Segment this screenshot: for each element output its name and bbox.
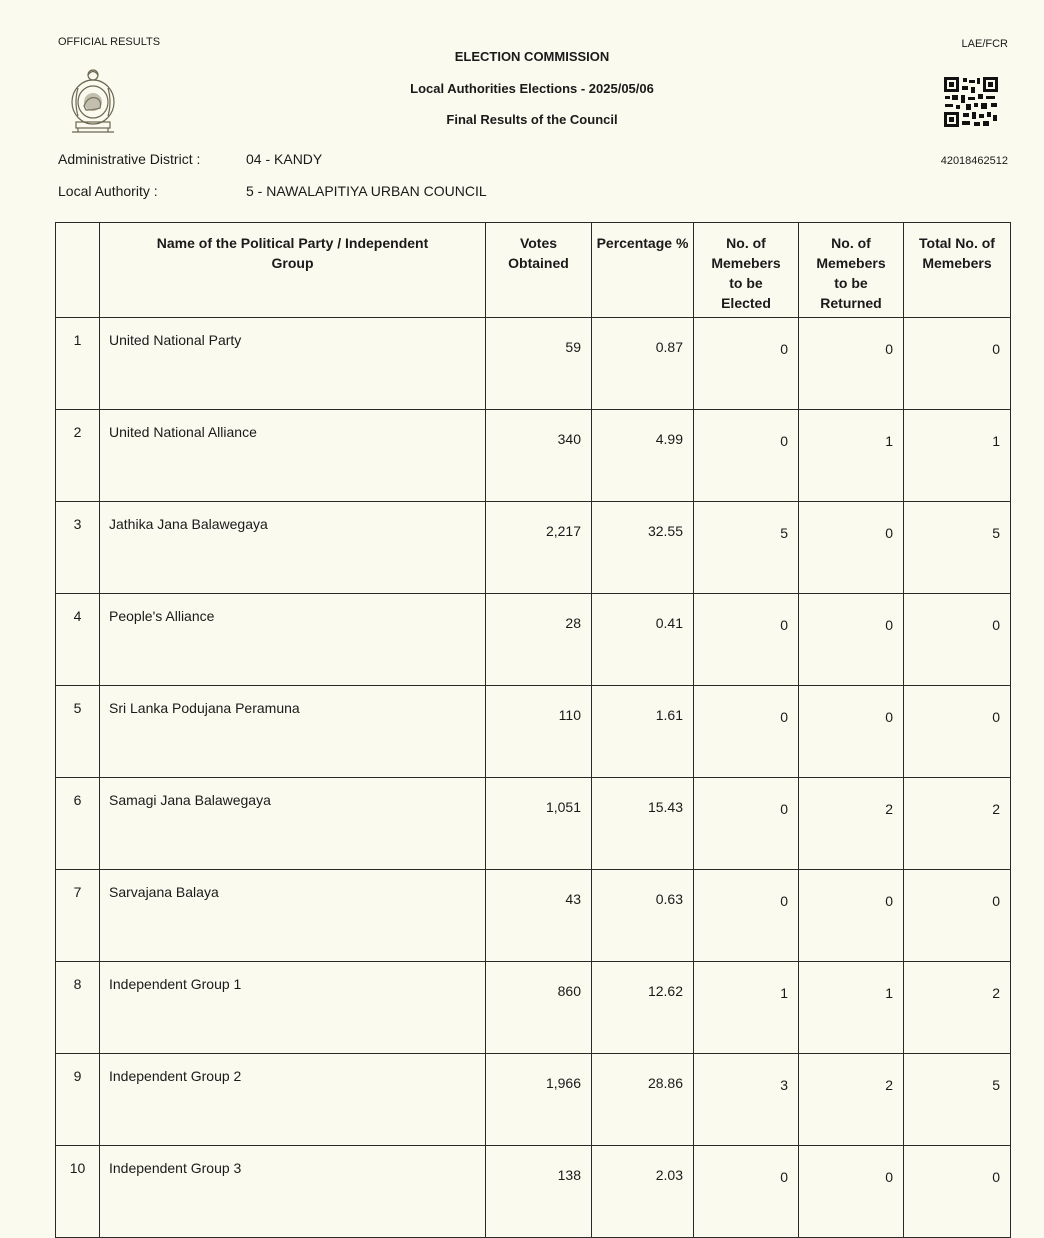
row-total: 2 [904, 778, 1011, 870]
table-row [56, 1054, 1011, 1146]
row-total: 0 [904, 686, 1011, 778]
row-total: 1 [904, 410, 1011, 502]
form-code: LAE/FCR [961, 38, 1008, 50]
row-party-name: Independent Group 1 [100, 962, 486, 1054]
official-results-label: OFFICIAL RESULTS [58, 36, 161, 48]
commission-title: ELECTION COMMISSION [454, 49, 610, 64]
row-serial: 9 [56, 1054, 100, 1146]
row-elected: 0 [694, 594, 799, 686]
table-row [56, 594, 1011, 686]
row-serial: 10 [56, 1146, 100, 1238]
row-returned: 0 [799, 1146, 904, 1238]
header-votes: Votes Obtained [486, 223, 592, 318]
row-elected: 0 [694, 870, 799, 962]
row-party-name: Samagi Jana Balawegaya [100, 778, 486, 870]
table-row [56, 778, 1011, 870]
row-returned: 2 [799, 778, 904, 870]
table-row [56, 686, 1011, 778]
row-returned: 2 [799, 1054, 904, 1146]
row-returned: 0 [799, 870, 904, 962]
document-number: 42018462512 [940, 155, 1008, 167]
row-total: 0 [904, 318, 1011, 410]
authority-label: Local Authority : [58, 183, 158, 199]
district-label: Administrative District : [58, 151, 201, 167]
row-percentage: 1.61 [592, 686, 694, 778]
row-elected: 0 [694, 410, 799, 502]
header-elected: No. of Memebers to be Elected [694, 223, 799, 318]
row-total: 0 [904, 870, 1011, 962]
row-percentage: 12.62 [592, 962, 694, 1054]
row-party-name: People's Alliance [100, 594, 486, 686]
row-party-name: Jathika Jana Balawegaya [100, 502, 486, 594]
row-votes: 43 [486, 870, 592, 962]
row-votes: 59 [486, 318, 592, 410]
row-votes: 110 [486, 686, 592, 778]
sri-lanka-emblem-icon [66, 66, 120, 136]
authority-value: 5 - NAWALAPITIYA URBAN COUNCIL [246, 183, 487, 199]
row-percentage: 28.86 [592, 1054, 694, 1146]
row-serial: 8 [56, 962, 100, 1054]
row-total: 2 [904, 962, 1011, 1054]
row-serial: 2 [56, 410, 100, 502]
row-votes: 138 [486, 1146, 592, 1238]
row-elected: 0 [694, 686, 799, 778]
row-votes: 28 [486, 594, 592, 686]
row-returned: 1 [799, 962, 904, 1054]
row-serial: 1 [56, 318, 100, 410]
row-elected: 1 [694, 962, 799, 1054]
row-elected: 0 [694, 778, 799, 870]
row-returned: 1 [799, 410, 904, 502]
row-party-name: United National Alliance [100, 410, 486, 502]
page-subtitle: Final Results of the Council [446, 112, 618, 127]
row-serial: 4 [56, 594, 100, 686]
table-header-row [56, 223, 1011, 318]
row-elected: 3 [694, 1054, 799, 1146]
results-table [55, 222, 1011, 1238]
row-percentage: 0.41 [592, 594, 694, 686]
row-votes: 1,051 [486, 778, 592, 870]
row-party-name: Sarvajana Balaya [100, 870, 486, 962]
district-value: 04 - KANDY [246, 151, 323, 167]
row-total: 0 [904, 1146, 1011, 1238]
header-party-name: Name of the Political Party / Independent Group [100, 223, 486, 318]
row-party-name: United National Party [100, 318, 486, 410]
table-row [56, 1146, 1011, 1238]
row-party-name: Independent Group 2 [100, 1054, 486, 1146]
header-total: Total No. of Memebers [904, 223, 1011, 318]
row-percentage: 0.63 [592, 870, 694, 962]
table-row [56, 318, 1011, 410]
row-serial: 6 [56, 778, 100, 870]
header-percentage: Percentage % [592, 223, 694, 318]
row-total: 5 [904, 502, 1011, 594]
table-row [56, 870, 1011, 962]
row-serial: 7 [56, 870, 100, 962]
row-percentage: 15.43 [592, 778, 694, 870]
table-row [56, 962, 1011, 1054]
row-returned: 0 [799, 686, 904, 778]
row-serial: 3 [56, 502, 100, 594]
row-elected: 0 [694, 318, 799, 410]
row-votes: 1,966 [486, 1054, 592, 1146]
row-percentage: 32.55 [592, 502, 694, 594]
row-votes: 860 [486, 962, 592, 1054]
row-party-name: Independent Group 3 [100, 1146, 486, 1238]
row-votes: 340 [486, 410, 592, 502]
table-row [56, 502, 1011, 594]
row-elected: 0 [694, 1146, 799, 1238]
row-serial: 5 [56, 686, 100, 778]
row-returned: 0 [799, 594, 904, 686]
row-returned: 0 [799, 318, 904, 410]
row-percentage: 4.99 [592, 410, 694, 502]
row-total: 5 [904, 1054, 1011, 1146]
header-returned: No. of Memebers to be Returned [799, 223, 904, 318]
row-votes: 2,217 [486, 502, 592, 594]
row-percentage: 2.03 [592, 1146, 694, 1238]
row-total: 0 [904, 594, 1011, 686]
row-returned: 0 [799, 502, 904, 594]
table-row [56, 410, 1011, 502]
header-serial [56, 223, 100, 318]
row-party-name: Sri Lanka Podujana Peramuna [100, 686, 486, 778]
row-elected: 5 [694, 502, 799, 594]
row-percentage: 0.87 [592, 318, 694, 410]
election-line: Local Authorities Elections - 2025/05/06 [410, 81, 654, 96]
qr-code-icon [944, 77, 998, 127]
